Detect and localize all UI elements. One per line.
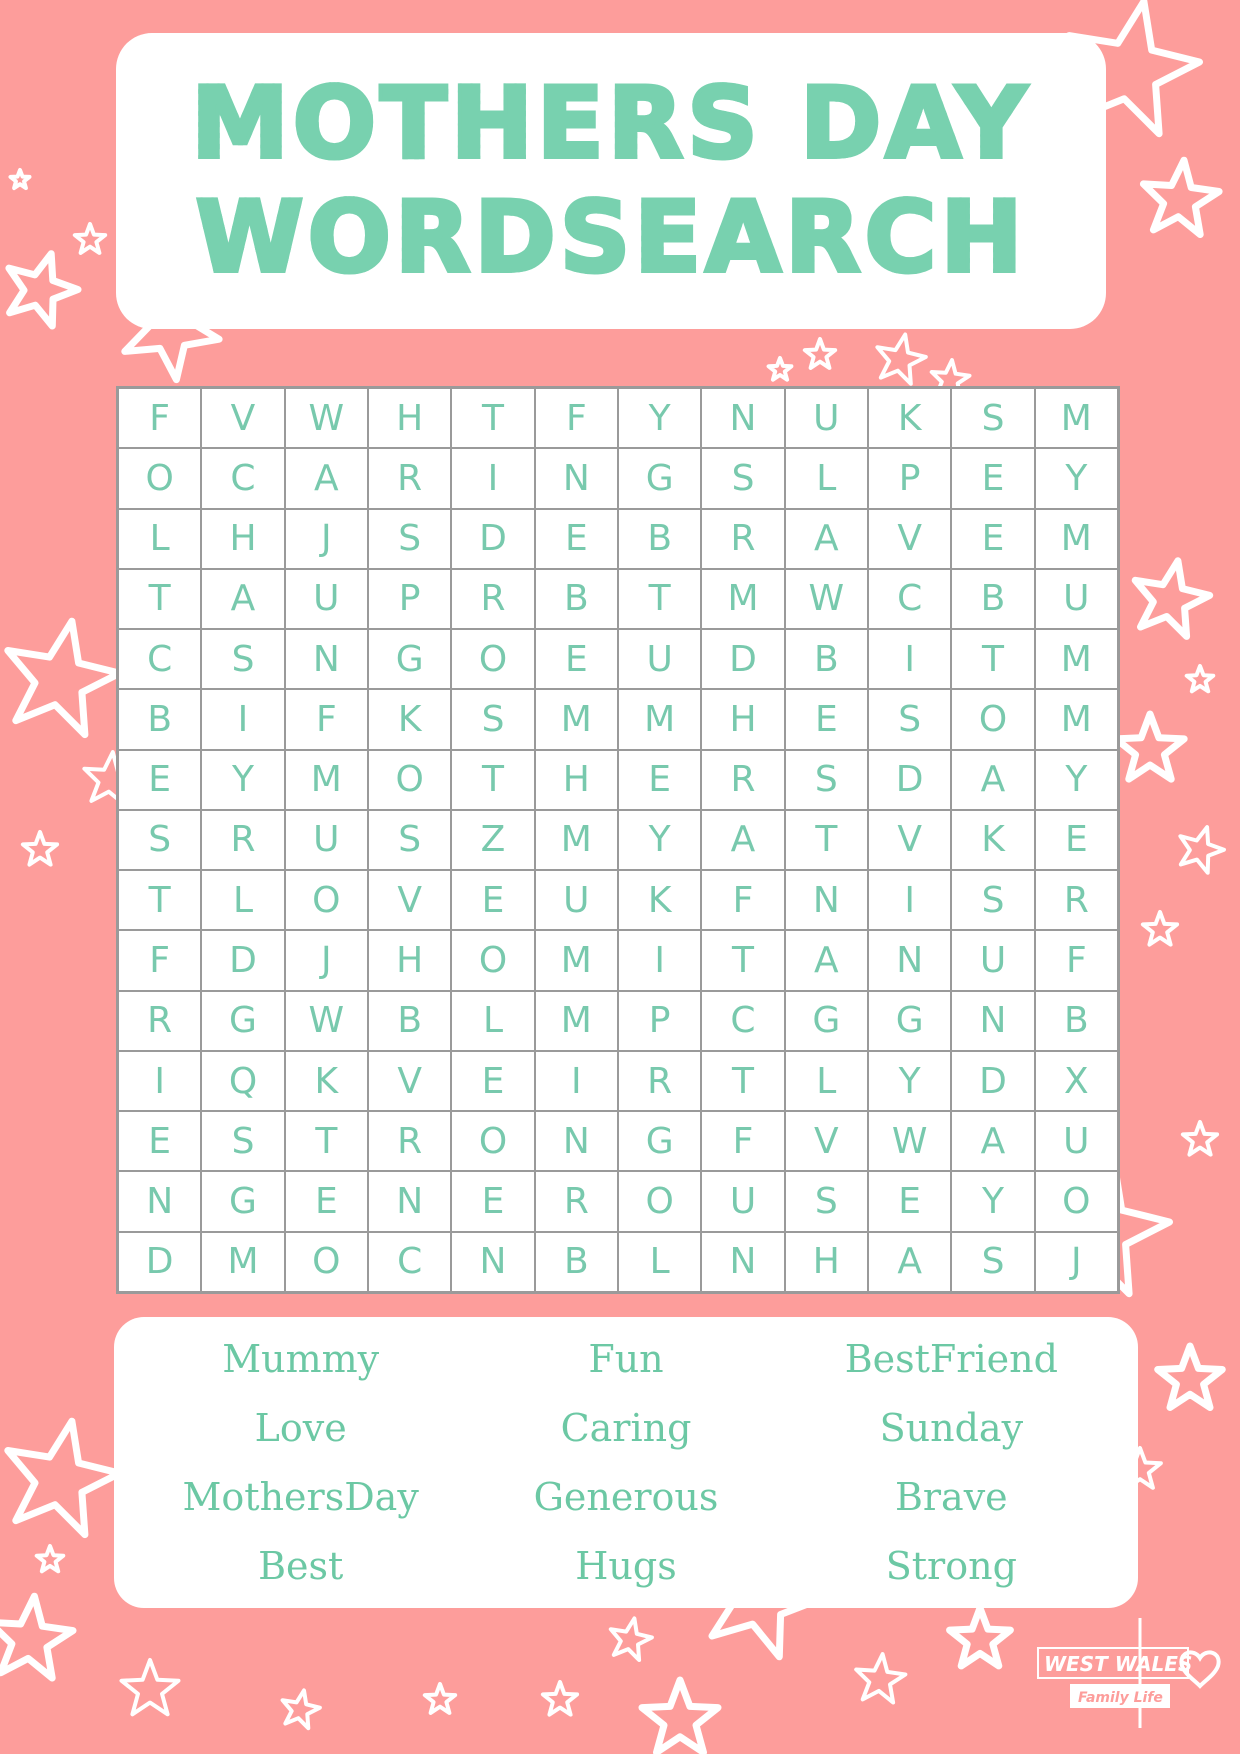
- star-icon: [8, 1421, 120, 1534]
- star-icon: [877, 335, 925, 384]
- grid-cell[interactable]: M: [618, 689, 701, 749]
- star-icon: [8, 621, 120, 734]
- word-item: BestFriend: [844, 1337, 1058, 1382]
- star-icon: [1180, 827, 1224, 873]
- grid-cell[interactable]: S: [451, 689, 534, 749]
- star-icon: [611, 1618, 652, 1660]
- grid-cell[interactable]: M: [285, 750, 368, 810]
- grid-cell[interactable]: S: [785, 750, 868, 810]
- grid-cell[interactable]: N: [701, 1232, 784, 1292]
- grid-cell[interactable]: E: [618, 750, 701, 810]
- grid-cell[interactable]: E: [118, 1111, 201, 1171]
- grid-cell[interactable]: E: [535, 629, 618, 689]
- grid-cell[interactable]: H: [701, 689, 784, 749]
- grid-cell[interactable]: K: [368, 689, 451, 749]
- grid-cell[interactable]: U: [1035, 1111, 1118, 1171]
- grid-cell[interactable]: H: [785, 1232, 868, 1292]
- grid-cell[interactable]: Y: [201, 750, 284, 810]
- grid-cell[interactable]: I: [618, 930, 701, 990]
- grid-cell[interactable]: P: [618, 991, 701, 1051]
- grid-cell[interactable]: D: [701, 629, 784, 689]
- title-line-2: WORDSEARCH: [195, 181, 1027, 295]
- grid-cell[interactable]: G: [201, 991, 284, 1051]
- grid-cell[interactable]: L: [451, 991, 534, 1051]
- grid-cell[interactable]: W: [285, 388, 368, 448]
- grid-cell[interactable]: O: [451, 930, 534, 990]
- star-icon: [37, 1546, 64, 1571]
- grid-cell[interactable]: Y: [618, 810, 701, 870]
- grid-cell[interactable]: A: [951, 1111, 1034, 1171]
- word-item: Generous: [533, 1474, 719, 1519]
- grid-cell[interactable]: E: [951, 509, 1034, 569]
- grid-cell[interactable]: D: [118, 1232, 201, 1292]
- grid-cell[interactable]: K: [868, 388, 951, 448]
- grid-cell[interactable]: M: [535, 689, 618, 749]
- word-item: MothersDay: [182, 1474, 419, 1519]
- grid-cell[interactable]: T: [701, 1051, 784, 1111]
- star-icon: [283, 1690, 320, 1728]
- grid-cell[interactable]: K: [618, 870, 701, 930]
- star-icon: [75, 224, 105, 253]
- grid-cell[interactable]: I: [451, 448, 534, 508]
- grid-cell[interactable]: H: [201, 509, 284, 569]
- grid-cell[interactable]: S: [368, 509, 451, 569]
- grid-cell[interactable]: R: [368, 1111, 451, 1171]
- grid-cell[interactable]: A: [785, 509, 868, 569]
- grid-cell[interactable]: V: [368, 870, 451, 930]
- grid-cell[interactable]: R: [451, 569, 534, 629]
- grid-cell[interactable]: G: [368, 629, 451, 689]
- grid-cell[interactable]: N: [868, 930, 951, 990]
- word-item: Hugs: [575, 1543, 677, 1588]
- grid-cell[interactable]: S: [785, 1171, 868, 1231]
- grid-cell[interactable]: G: [868, 991, 951, 1051]
- star-icon: [425, 1684, 455, 1713]
- grid-cell[interactable]: N: [951, 991, 1034, 1051]
- grid-cell[interactable]: S: [118, 810, 201, 870]
- grid-cell[interactable]: H: [368, 930, 451, 990]
- grid-cell[interactable]: B: [618, 509, 701, 569]
- grid-cell[interactable]: Y: [1035, 448, 1118, 508]
- grid-cell[interactable]: U: [618, 629, 701, 689]
- grid-cell[interactable]: I: [201, 689, 284, 749]
- grid-cell[interactable]: S: [368, 810, 451, 870]
- grid-cell[interactable]: F: [285, 689, 368, 749]
- grid-cell[interactable]: N: [701, 388, 784, 448]
- grid-cell[interactable]: O: [451, 1111, 534, 1171]
- grid-cell[interactable]: Y: [1035, 750, 1118, 810]
- star-icon: [1143, 160, 1219, 234]
- west-wales-family-life-logo: [1030, 1618, 1230, 1728]
- grid-cell[interactable]: R: [201, 810, 284, 870]
- grid-cell[interactable]: B: [535, 1232, 618, 1292]
- grid-cell[interactable]: S: [201, 629, 284, 689]
- grid-cell[interactable]: R: [701, 509, 784, 569]
- grid-cell[interactable]: M: [1035, 509, 1118, 569]
- grid-cell[interactable]: J: [1035, 1232, 1118, 1292]
- grid-cell[interactable]: M: [1035, 629, 1118, 689]
- grid-cell[interactable]: L: [618, 1232, 701, 1292]
- grid-cell[interactable]: T: [451, 750, 534, 810]
- grid-cell[interactable]: R: [535, 1171, 618, 1231]
- grid-cell[interactable]: U: [785, 388, 868, 448]
- grid-cell[interactable]: L: [201, 870, 284, 930]
- grid-cell[interactable]: T: [285, 1111, 368, 1171]
- star-icon: [1116, 714, 1184, 779]
- grid-cell[interactable]: T: [785, 810, 868, 870]
- grid-cell[interactable]: V: [368, 1051, 451, 1111]
- grid-cell[interactable]: O: [285, 1232, 368, 1292]
- star-icon: [769, 358, 792, 380]
- grid-cell[interactable]: S: [951, 870, 1034, 930]
- grid-cell[interactable]: F: [118, 930, 201, 990]
- grid-cell[interactable]: C: [118, 629, 201, 689]
- grid-cell[interactable]: E: [118, 750, 201, 810]
- grid-cell[interactable]: O: [285, 870, 368, 930]
- grid-cell[interactable]: S: [868, 689, 951, 749]
- grid-cell[interactable]: E: [1035, 810, 1118, 870]
- grid-cell[interactable]: K: [951, 810, 1034, 870]
- grid-cell[interactable]: F: [118, 388, 201, 448]
- grid-cell[interactable]: A: [201, 569, 284, 629]
- logo-line-1: WEST WALES: [1044, 1652, 1193, 1676]
- grid-cell[interactable]: U: [285, 810, 368, 870]
- grid-cell[interactable]: P: [368, 569, 451, 629]
- grid-cell[interactable]: S: [951, 1232, 1034, 1292]
- grid-cell[interactable]: S: [201, 1111, 284, 1171]
- grid-cell[interactable]: R: [368, 448, 451, 508]
- grid-cell[interactable]: E: [785, 689, 868, 749]
- grid-cell[interactable]: A: [951, 750, 1034, 810]
- grid-cell[interactable]: I: [868, 629, 951, 689]
- grid-cell[interactable]: T: [618, 569, 701, 629]
- word-list: [114, 1317, 1138, 1608]
- grid-cell[interactable]: F: [701, 1111, 784, 1171]
- grid-cell[interactable]: E: [451, 870, 534, 930]
- grid-cell[interactable]: L: [785, 1051, 868, 1111]
- star-icon: [122, 1660, 179, 1714]
- grid-cell[interactable]: R: [1035, 870, 1118, 930]
- star-icon: [1183, 1122, 1217, 1155]
- grid-cell[interactable]: Y: [868, 1051, 951, 1111]
- grid-cell[interactable]: Q: [201, 1051, 284, 1111]
- title-line-1: MOTHERS DAY: [191, 67, 1031, 181]
- grid-cell[interactable]: R: [118, 991, 201, 1051]
- grid-cell[interactable]: I: [118, 1051, 201, 1111]
- grid-cell[interactable]: A: [285, 448, 368, 508]
- title-panel: [116, 33, 1106, 329]
- grid-cell[interactable]: V: [868, 509, 951, 569]
- grid-cell[interactable]: W: [285, 991, 368, 1051]
- grid-cell[interactable]: O: [368, 750, 451, 810]
- word-item: Fun: [588, 1337, 664, 1382]
- star-icon: [543, 1682, 577, 1715]
- grid-cell[interactable]: D: [451, 509, 534, 569]
- star-icon: [856, 1654, 905, 1702]
- grid-cell[interactable]: C: [701, 991, 784, 1051]
- star-icon: [1187, 666, 1214, 691]
- grid-cell[interactable]: D: [951, 1051, 1034, 1111]
- grid-cell[interactable]: C: [201, 448, 284, 508]
- grid-cell[interactable]: V: [201, 388, 284, 448]
- grid-cell[interactable]: L: [785, 448, 868, 508]
- grid-cell[interactable]: N: [118, 1171, 201, 1231]
- grid-cell[interactable]: N: [785, 870, 868, 930]
- star-icon: [1135, 561, 1210, 637]
- grid-cell[interactable]: D: [868, 750, 951, 810]
- word-item: Caring: [560, 1406, 692, 1451]
- grid-cell[interactable]: B: [118, 689, 201, 749]
- grid-cell[interactable]: W: [785, 569, 868, 629]
- grid-cell[interactable]: N: [535, 448, 618, 508]
- grid-cell[interactable]: E: [451, 1171, 534, 1231]
- word-item: Strong: [885, 1543, 1017, 1588]
- star-icon: [1158, 1346, 1223, 1408]
- star-icon: [0, 1596, 73, 1678]
- star-icon: [805, 339, 835, 368]
- word-item: Mummy: [222, 1337, 380, 1382]
- grid-cell[interactable]: X: [1035, 1051, 1118, 1111]
- grid-cell[interactable]: R: [618, 1051, 701, 1111]
- grid-cell[interactable]: I: [535, 1051, 618, 1111]
- grid-cell[interactable]: F: [701, 870, 784, 930]
- grid-cell[interactable]: Y: [618, 388, 701, 448]
- grid-cell[interactable]: T: [118, 569, 201, 629]
- grid-cell[interactable]: O: [951, 689, 1034, 749]
- star-icon: [642, 1680, 718, 1752]
- grid-cell[interactable]: D: [201, 930, 284, 990]
- grid-cell[interactable]: N: [285, 629, 368, 689]
- grid-cell[interactable]: B: [535, 569, 618, 629]
- grid-cell[interactable]: A: [868, 1232, 951, 1292]
- grid-cell[interactable]: E: [868, 1171, 951, 1231]
- grid-cell[interactable]: N: [451, 1232, 534, 1292]
- grid-cell[interactable]: E: [535, 509, 618, 569]
- grid-cell[interactable]: G: [201, 1171, 284, 1231]
- grid-cell[interactable]: R: [701, 750, 784, 810]
- star-icon: [1143, 912, 1177, 945]
- grid-cell[interactable]: U: [1035, 569, 1118, 629]
- grid-cell[interactable]: H: [368, 388, 451, 448]
- grid-cell[interactable]: U: [535, 870, 618, 930]
- grid-cell[interactable]: N: [535, 1111, 618, 1171]
- grid-cell[interactable]: T: [118, 870, 201, 930]
- grid-cell[interactable]: K: [285, 1051, 368, 1111]
- grid-cell[interactable]: U: [951, 930, 1034, 990]
- grid-cell[interactable]: M: [1035, 689, 1118, 749]
- grid-cell[interactable]: Y: [951, 1171, 1034, 1231]
- word-item: Love: [254, 1406, 347, 1451]
- grid-cell[interactable]: O: [118, 448, 201, 508]
- word-item: Brave: [894, 1474, 1008, 1519]
- grid-cell[interactable]: W: [868, 1111, 951, 1171]
- grid-cell[interactable]: G: [618, 1111, 701, 1171]
- grid-cell[interactable]: J: [285, 509, 368, 569]
- grid-cell[interactable]: T: [451, 388, 534, 448]
- word-item: Best: [258, 1543, 344, 1588]
- grid-cell[interactable]: V: [785, 1111, 868, 1171]
- grid-cell[interactable]: G: [785, 991, 868, 1051]
- grid-cell[interactable]: V: [868, 810, 951, 870]
- grid-cell[interactable]: C: [368, 1232, 451, 1292]
- grid-cell[interactable]: M: [535, 930, 618, 990]
- grid-cell[interactable]: H: [535, 750, 618, 810]
- grid-cell[interactable]: C: [868, 569, 951, 629]
- grid-cell[interactable]: J: [285, 930, 368, 990]
- letter-grid: [116, 386, 1120, 1294]
- logo-line-2: Family Life: [1078, 1690, 1163, 1706]
- star-icon: [23, 832, 57, 865]
- grid-cell[interactable]: T: [701, 930, 784, 990]
- grid-cell[interactable]: B: [1035, 991, 1118, 1051]
- grid-cell[interactable]: M: [701, 569, 784, 629]
- grid-cell[interactable]: P: [868, 448, 951, 508]
- star-icon: [950, 1608, 1011, 1666]
- grid-cell[interactable]: E: [451, 1051, 534, 1111]
- grid-cell[interactable]: O: [618, 1171, 701, 1231]
- grid-cell[interactable]: F: [535, 388, 618, 448]
- star-icon: [11, 170, 30, 188]
- grid-cell[interactable]: B: [785, 629, 868, 689]
- grid-cell[interactable]: M: [535, 991, 618, 1051]
- grid-cell[interactable]: A: [701, 810, 784, 870]
- grid-cell[interactable]: B: [368, 991, 451, 1051]
- grid-cell[interactable]: S: [951, 388, 1034, 448]
- grid-cell[interactable]: O: [1035, 1171, 1118, 1231]
- grid-cell[interactable]: B: [951, 569, 1034, 629]
- grid-cell[interactable]: G: [618, 448, 701, 508]
- grid-cell[interactable]: O: [451, 629, 534, 689]
- grid-cell[interactable]: L: [118, 509, 201, 569]
- star-icon: [9, 254, 78, 326]
- grid-cell[interactable]: M: [1035, 388, 1118, 448]
- grid-cell[interactable]: M: [535, 810, 618, 870]
- grid-cell[interactable]: U: [701, 1171, 784, 1231]
- grid-cell[interactable]: M: [201, 1232, 284, 1292]
- grid-cell[interactable]: F: [1035, 930, 1118, 990]
- word-item: Sunday: [879, 1406, 1024, 1451]
- grid-cell[interactable]: A: [785, 930, 868, 990]
- grid-cell[interactable]: E: [285, 1171, 368, 1231]
- grid-cell[interactable]: Z: [451, 810, 534, 870]
- grid-cell[interactable]: T: [951, 629, 1034, 689]
- grid-cell[interactable]: E: [951, 448, 1034, 508]
- grid-cell[interactable]: U: [285, 569, 368, 629]
- grid-cell[interactable]: I: [868, 870, 951, 930]
- grid-cell[interactable]: N: [368, 1171, 451, 1231]
- grid-cell[interactable]: S: [701, 448, 784, 508]
